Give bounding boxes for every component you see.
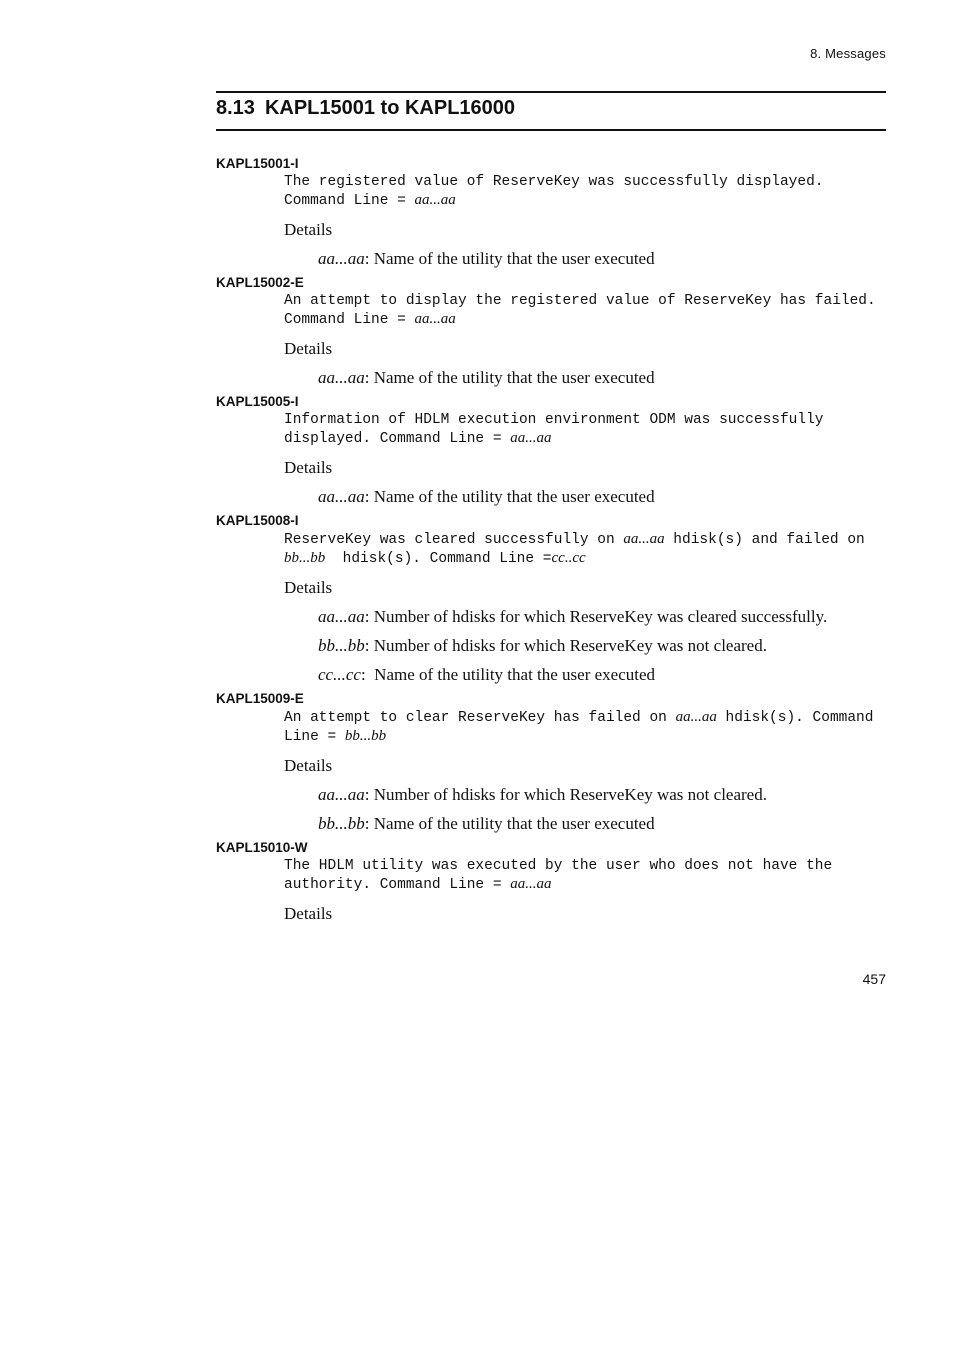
- detail-text: : Number of hdisks for which ReserveKey was not cleared.: [364, 785, 767, 804]
- message-id: KAPL15008-I: [216, 513, 299, 528]
- message-text-part: hdisk(s). Command Line =: [325, 550, 552, 567]
- message-text-part: An attempt to display the registered value of ReserveKey has failed. Command Line =: [284, 293, 876, 328]
- message-text: [284, 531, 886, 568]
- detail-variable: cc...cc: [318, 665, 361, 684]
- message-variable: bb...bb: [284, 549, 326, 566]
- details-label: Details: [284, 220, 333, 239]
- message-id: KAPL15002-E: [216, 275, 304, 290]
- message-variable: aa...aa: [414, 191, 456, 208]
- detail-variable: aa...aa: [318, 487, 365, 506]
- message-text: [284, 709, 886, 746]
- detail-variable: bb...bb: [318, 636, 365, 655]
- detail-text: : Name of the utility that the user executed: [360, 665, 656, 684]
- detail-variable: bb...bb: [318, 814, 365, 833]
- message-text-part: Information of HDLM execution environment ODM was successfully displayed. Command Line =: [284, 412, 824, 447]
- message-text-part: The registered value of ReserveKey was successfully displayed. Command Line =: [284, 174, 824, 209]
- detail-item: [318, 636, 886, 656]
- message-variable: bb...bb: [344, 727, 387, 744]
- detail-text: : Name of the utility that the user executed: [364, 487, 655, 506]
- message-entry: [216, 275, 886, 388]
- section-title-text: KAPL15001 to KAPL16000: [264, 97, 516, 119]
- detail-item: [318, 814, 886, 834]
- message-variable: aa...aa: [414, 310, 456, 327]
- message-entry: [216, 691, 886, 834]
- message-text-part: An attempt to clear ReserveKey has failed on: [284, 710, 676, 726]
- message-entry: [216, 513, 886, 685]
- detail-text: : Number of hdisks for which ReserveKey was not cleared.: [364, 636, 767, 655]
- message-id: KAPL15010-W: [216, 840, 308, 855]
- detail-text: : Name of the utility that the user executed: [364, 368, 655, 387]
- message-list: [216, 150, 886, 924]
- message-id: KAPL15001-I: [216, 156, 299, 171]
- message-text: [284, 412, 886, 448]
- detail-item: [318, 368, 886, 388]
- detail-text: : Name of the utility that the user executed: [364, 249, 655, 268]
- title-top-rule: [216, 91, 886, 93]
- message-variable: aa...aa: [623, 531, 665, 547]
- message-variable: aa...aa: [675, 709, 717, 725]
- section-number: 8.13: [216, 97, 255, 119]
- detail-text: : Number of hdisks for which ReserveKey was cleared successfully.: [364, 607, 828, 626]
- message-id: KAPL15009-E: [216, 691, 304, 706]
- running-header: 8. Messages: [810, 46, 886, 61]
- message-variable: aa...aa: [510, 875, 552, 892]
- message-text-part: ReserveKey was cleared successfully on: [284, 532, 624, 548]
- message-id: KAPL15005-I: [216, 394, 299, 409]
- detail-item: [318, 487, 886, 507]
- message-entry: [216, 840, 886, 924]
- detail-variable: aa...aa: [318, 249, 365, 268]
- detail-variable: aa...aa: [318, 785, 365, 804]
- title-bottom-rule: [216, 129, 886, 131]
- details-label: Details: [284, 458, 333, 477]
- message-text-part: The HDLM utility was executed by the user who does not have the authority. Command Line =: [284, 858, 833, 893]
- detail-text: : Name of the utility that the user executed: [364, 814, 655, 833]
- message-entry: [216, 156, 886, 269]
- detail-item: [318, 665, 886, 685]
- message-variable: cc..cc: [551, 549, 586, 566]
- section-title: [216, 97, 515, 120]
- detail-variable: aa...aa: [318, 368, 365, 387]
- message-text: [284, 858, 886, 894]
- details-label: Details: [284, 578, 333, 597]
- detail-variable: aa...aa: [318, 607, 365, 626]
- message-text: [284, 293, 886, 329]
- page-number: 457: [862, 971, 886, 987]
- detail-item: [318, 785, 886, 805]
- message-text-part: hdisk(s) and failed on: [664, 532, 865, 548]
- details-label: Details: [284, 339, 333, 358]
- message-variable: aa...aa: [510, 429, 552, 446]
- details-label: Details: [284, 904, 333, 923]
- detail-item: [318, 249, 886, 269]
- message-text: [284, 174, 886, 210]
- detail-item: [318, 607, 886, 627]
- details-label: Details: [284, 756, 333, 775]
- message-entry: [216, 394, 886, 507]
- message-text-part: hdisk(s). Command Line =: [284, 710, 874, 745]
